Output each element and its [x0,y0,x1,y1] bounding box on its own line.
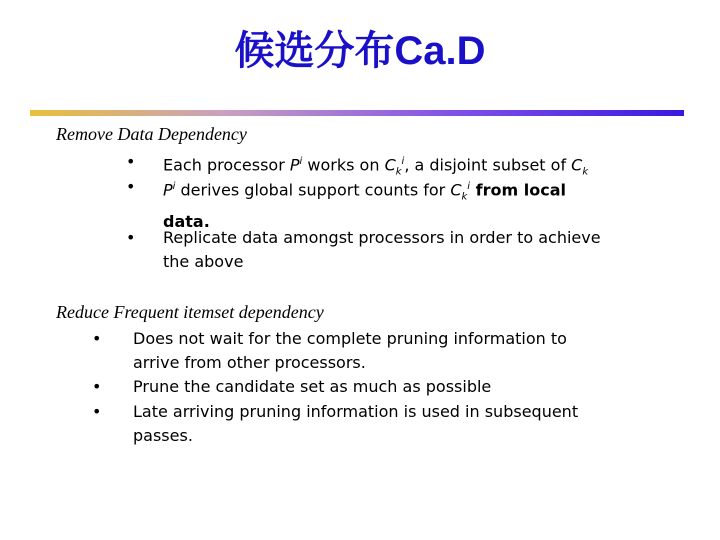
bullet: • [126,228,136,247]
list-item: Prune the candidate set as much as possible [133,377,492,396]
bullet: • [92,377,102,396]
section-heading-reduce-frequent-itemset-dependency: Reduce Frequent itemset dependency [56,302,324,322]
list-item: Replicate data amongst processors in order to achieve the above [163,228,601,271]
title-divider [30,110,684,116]
bullet: • [92,402,102,421]
bullet: • [126,152,136,171]
bullet: • [92,329,102,348]
list-item: Each processor $P^i$ works on $C_k^i$, a disjoint subset of $C_k$ [163,155,589,178]
list-item: $P^i$ derives global support counts for $C_k^i$ from local data. [163,180,566,231]
slide-title: 候选分布Ca.D [234,29,486,73]
list-item: Late arriving pruning information is used in subsequent passes. [133,402,579,445]
list-item: Does not wait for the complete pruning information to arrive from other processors. [133,329,567,372]
bullet: • [126,177,136,196]
section-heading-remove-data-dependency: Remove Data Dependency [56,124,247,144]
